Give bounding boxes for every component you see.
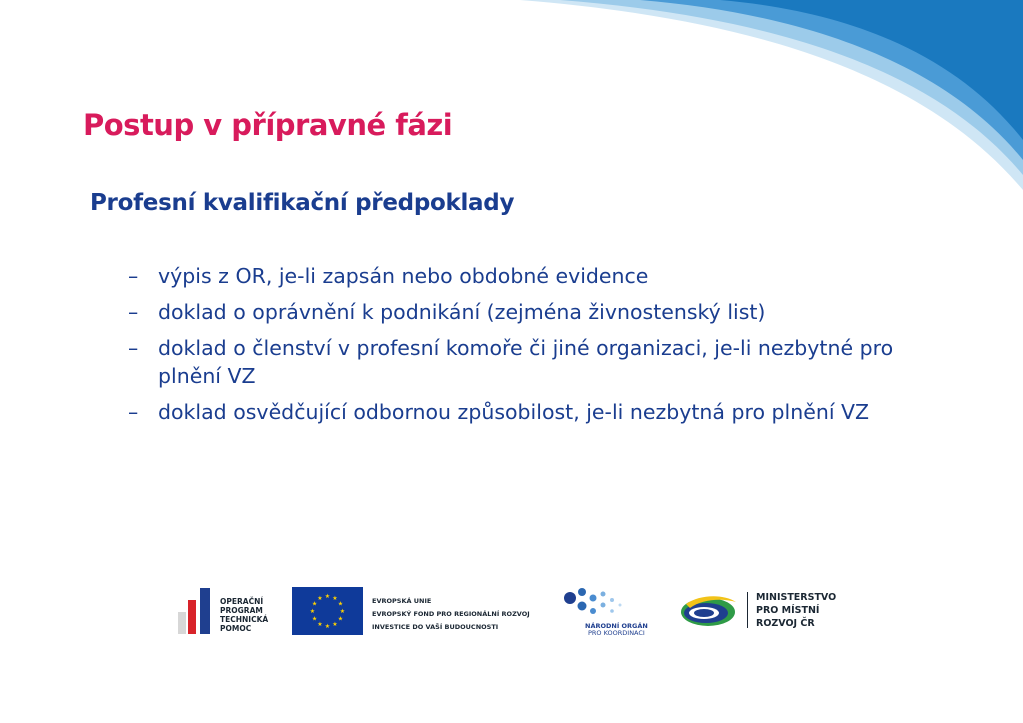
nok-dots-icon (562, 586, 632, 622)
eu-star-icon: ★ (332, 621, 338, 628)
bullet-text: výpis z OR, je-li zapsán nebo obdobné evidence (158, 264, 649, 288)
mmr-line: ROZVOJ ČR (756, 618, 815, 629)
eu-line: EVROPSKÁ UNIE (372, 597, 432, 605)
eu-star-icon: ★ (337, 616, 344, 623)
eu-star-icon: ★ (311, 601, 318, 608)
eu-flag-icon (292, 587, 363, 635)
slide-subtitle: Profesní kvalifikační předpoklady (90, 190, 515, 216)
bullet-list (128, 262, 948, 434)
mmr-logo-icon (680, 592, 740, 628)
bullet-item (128, 298, 948, 326)
nok-line: NÁRODNÍ ORGÁN (585, 622, 648, 630)
eu-star-icon: ★ (317, 621, 323, 628)
eu-star-icon: ★ (339, 609, 346, 615)
eu-star-icon: ★ (324, 594, 331, 600)
mmr-divider (747, 592, 748, 628)
nok-logo-text (585, 623, 648, 637)
eu-logo-text (372, 595, 530, 634)
eu-star-icon: ★ (337, 601, 344, 608)
bullet-text: doklad osvědčující odbornou způsobilost, je-li nezbytná pro plnění VZ (158, 400, 870, 424)
eu-star-icon: ★ (317, 596, 323, 603)
eu-line: EVROPSKÝ FOND PRO REGIONÁLNÍ ROZVOJ (372, 610, 530, 618)
logo-bar (0, 580, 1023, 650)
optp-line: OPERAČNÍ (220, 597, 264, 606)
mmr-line: PRO MÍSTNÍ (756, 605, 820, 616)
optp-line: PROGRAM (220, 606, 263, 615)
optp-line: POMOC (220, 624, 252, 633)
nok-line: PRO KOORDINACI (588, 629, 645, 637)
eu-star-icon: ★ (311, 616, 318, 623)
eu-star-icon: ★ (309, 609, 316, 615)
optp-logo-text (220, 597, 268, 633)
bullet-dash: – (128, 300, 139, 324)
bullet-text: doklad o oprávnění k podnikání (zejména živnostenský list) (158, 300, 766, 324)
bullet-dash: – (128, 336, 139, 360)
slide-title: Postup v přípravné fázi (83, 108, 453, 142)
bullet-item (128, 398, 948, 426)
bullet-item (128, 334, 948, 390)
mmr-line: MINISTERSTVO (756, 592, 837, 603)
optp-logo-icon (176, 586, 216, 636)
eu-line: INVESTICE DO VAŠÍ BUDOUCNOSTI (372, 623, 499, 631)
eu-star-icon: ★ (332, 596, 338, 603)
eu-star-icon: ★ (324, 624, 331, 630)
bullet-text: doklad o členství v profesní komoře či jiné organizaci, je-li nezbytné pro plnění VZ (158, 336, 894, 388)
optp-line: TECHNICKÁ (220, 615, 269, 624)
mmr-logo-text (756, 591, 836, 630)
bullet-item (128, 262, 948, 290)
bullet-dash: – (128, 264, 139, 288)
bullet-dash: – (128, 400, 139, 424)
